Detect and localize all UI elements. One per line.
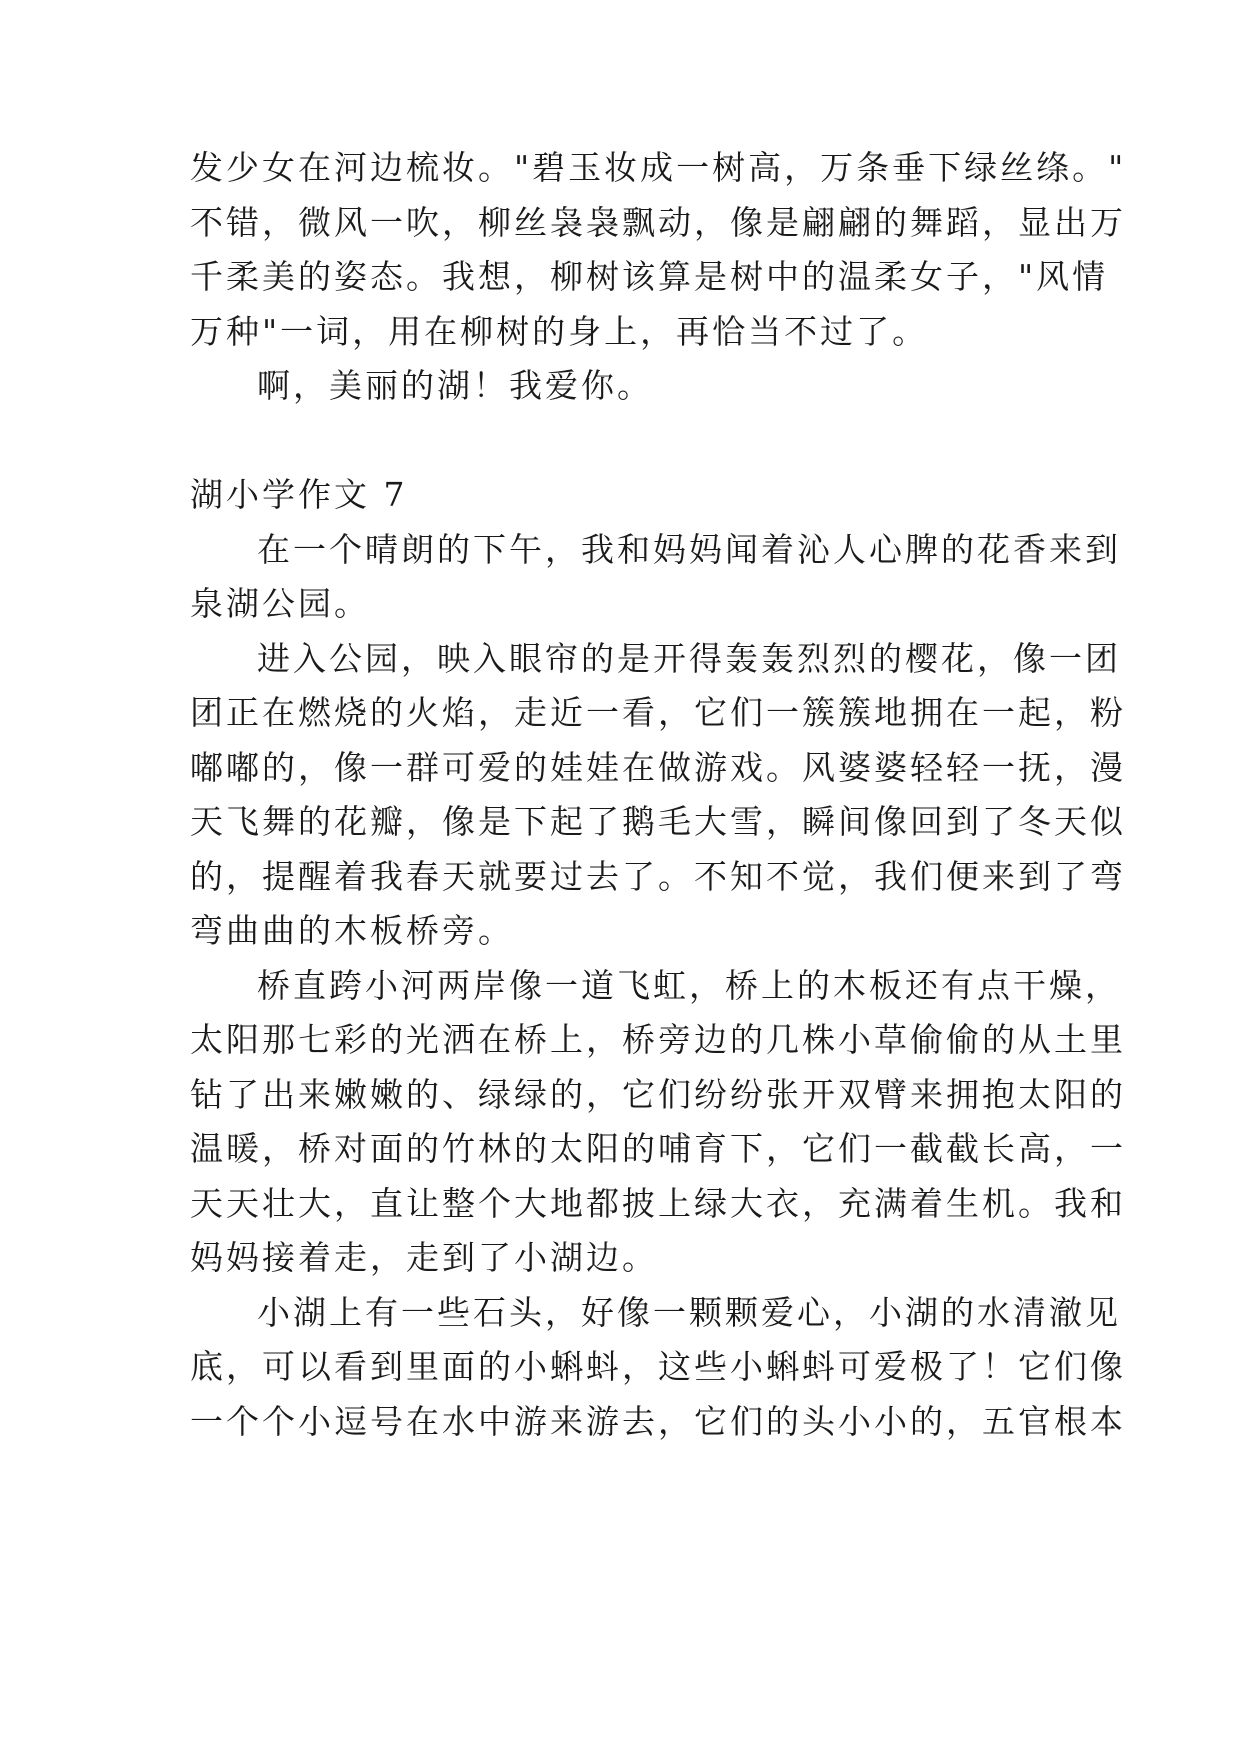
- text-line: 发少女在河边梳妆。"碧玉妆成一树高，万条垂下绿丝绦。": [190, 148, 1127, 187]
- text-line: 温暖，桥对面的竹林的太阳的哺育下，它们一截截长高，一: [190, 1129, 1126, 1168]
- text-line: 天天壮大，直让整个大地都披上绿大衣，充满着生机。我和: [190, 1184, 1126, 1223]
- text-line: 千柔美的姿态。我想，柳树该算是树中的温柔女子，"风情: [190, 257, 1109, 296]
- text-line: 嘟嘟的，像一群可爱的娃娃在做游戏。风婆婆轻轻一抚，漫: [190, 748, 1126, 787]
- section-title: 湖小学作文 7: [190, 475, 408, 514]
- text-line: 不错，微风一吹，柳丝袅袅飘动，像是翩翩的舞蹈，显出万: [190, 203, 1126, 242]
- text-line: 妈妈接着走，走到了小湖边。: [190, 1238, 658, 1277]
- text-line: 钻了出来嫩嫩的、绿绿的，它们纷纷张开双臂来拥抱太阳的: [190, 1075, 1126, 1114]
- text-line: 弯曲曲的木板桥旁。: [190, 911, 514, 950]
- text-line: 的，提醒着我春天就要过去了。不知不觉，我们便来到了弯: [190, 857, 1126, 896]
- text-line: 天飞舞的花瓣，像是下起了鹅毛大雪，瞬间像回到了冬天似: [190, 802, 1126, 841]
- text-line: 底，可以看到里面的小蝌蚪，这些小蝌蚪可爱极了！它们像: [190, 1347, 1126, 1386]
- text-line: 泉湖公园。: [190, 584, 370, 623]
- paragraph-first-line: 小湖上有一些石头，好像一颗颗爱心，小湖的水清澈见: [257, 1293, 1121, 1332]
- text-line: 万种"一词，用在柳树的身上，再恰当不过了。: [190, 312, 929, 351]
- text-line: 太阳那七彩的光洒在桥上，桥旁边的几株小草偷偷的从土里: [190, 1020, 1126, 1059]
- closing-line: 啊，美丽的湖！我爱你。: [257, 366, 653, 405]
- paragraph-first-line: 在一个晴朗的下午，我和妈妈闻着沁人心脾的花香来到: [257, 530, 1121, 569]
- paragraph-first-line: 进入公园，映入眼帘的是开得轰轰烈烈的樱花，像一团: [257, 639, 1121, 678]
- text-line: 团正在燃烧的火焰，走近一看，它们一簇簇地拥在一起，粉: [190, 693, 1126, 732]
- text-line: 一个个小逗号在水中游来游去，它们的头小小的，五官根本: [190, 1402, 1126, 1441]
- paragraph-first-line: 桥直跨小河两岸像一道飞虹，桥上的木板还有点干燥，: [257, 966, 1121, 1005]
